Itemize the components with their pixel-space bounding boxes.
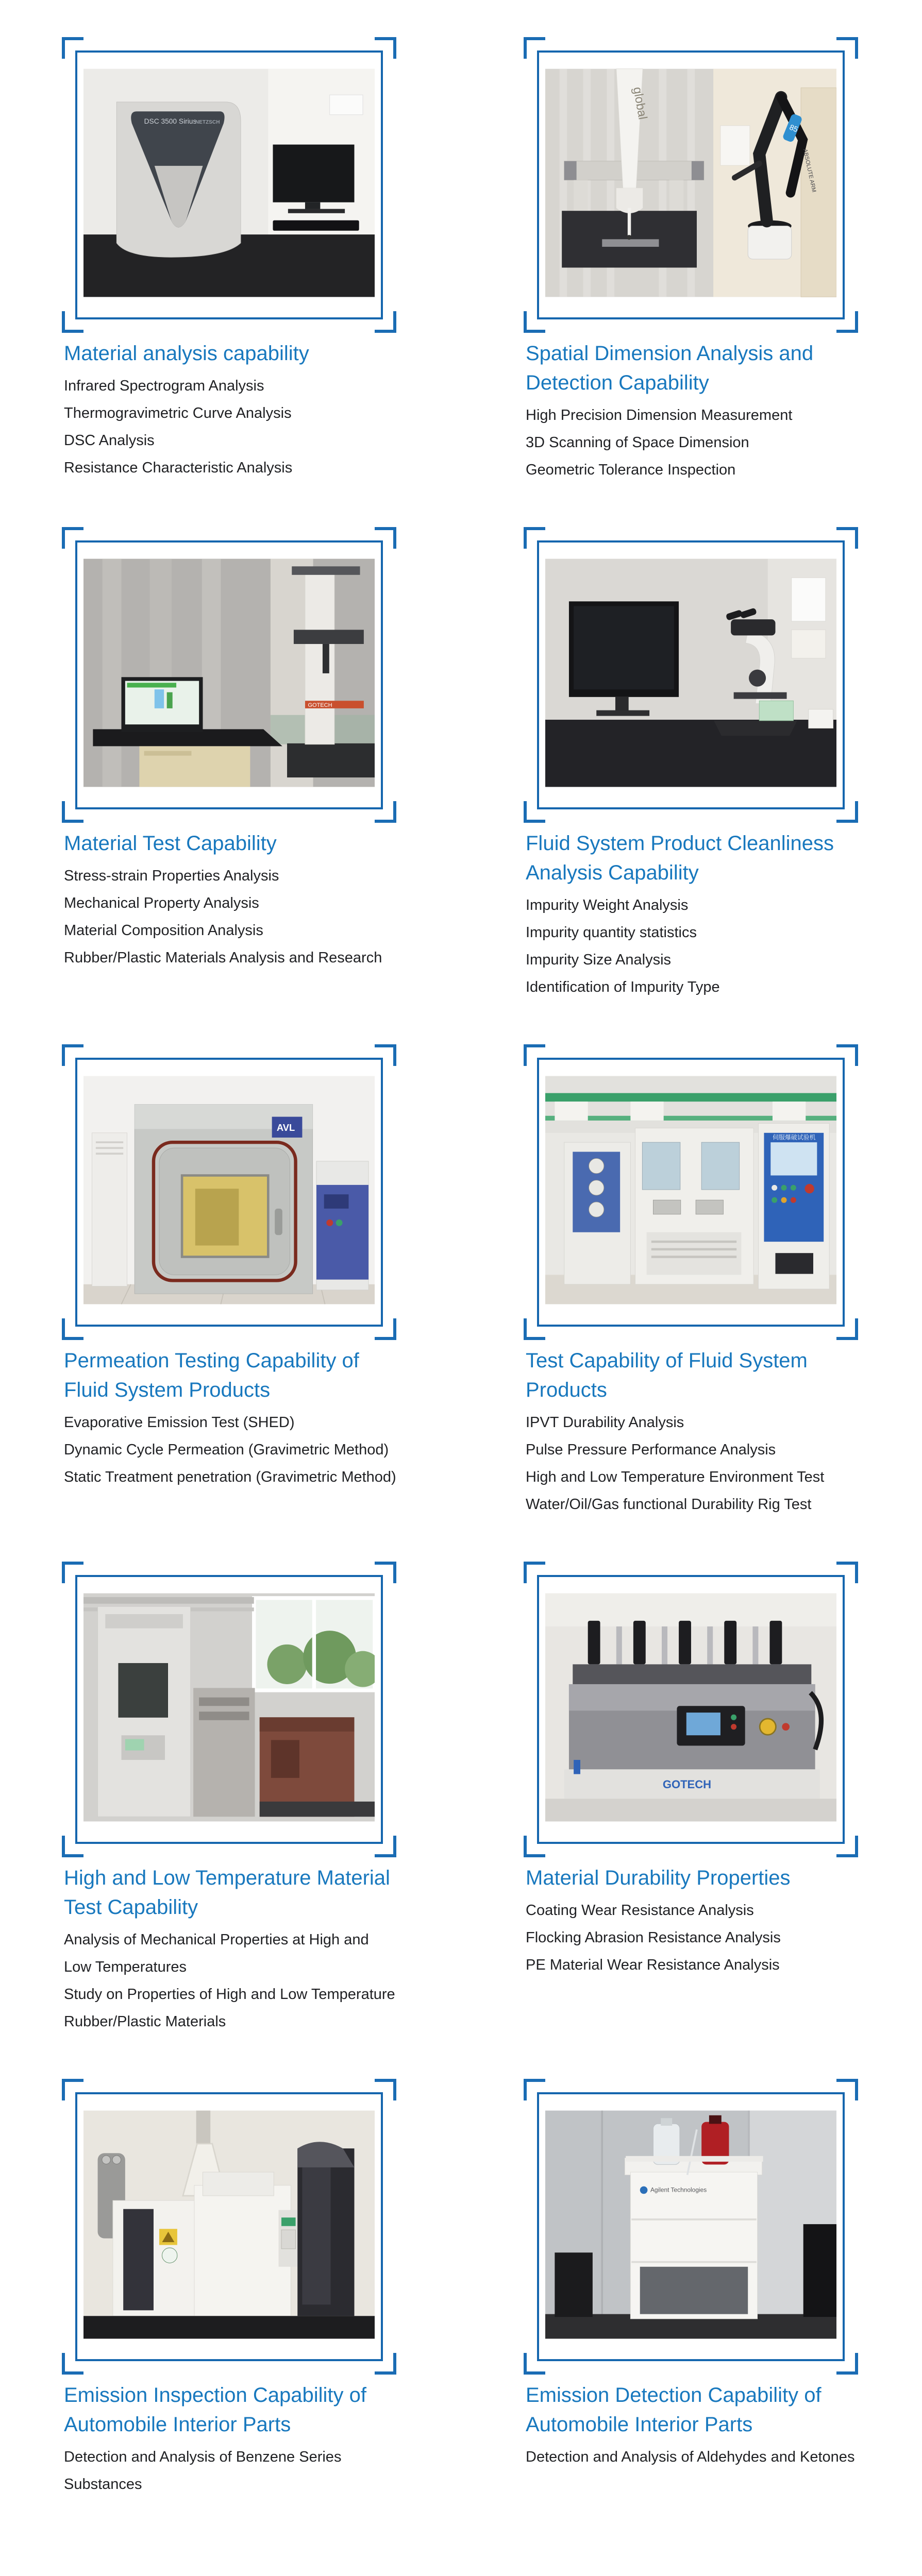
corner-bracket-icon (836, 1836, 858, 1857)
gcms-instrument-photo (83, 2100, 375, 2349)
brand-label: AVL (276, 1122, 295, 1133)
capability-card-high-low-temp (62, 1562, 402, 2036)
capability-title: Emission Detection Capability of Automobile Interior Parts (526, 2384, 822, 2436)
corner-bracket-icon (62, 801, 83, 823)
photo-block (62, 37, 396, 333)
corner-bracket-icon (524, 2079, 545, 2100)
device-label: 伺服爆破试验机 (772, 1133, 816, 1141)
capability-item: Mechanical Property Analysis (64, 895, 259, 911)
capability-card-fluid-test (524, 1044, 864, 1518)
capability-item: Detection and Analysis of Aldehydes and Ketones (526, 2449, 855, 2465)
tensile-testing-machine-photo (83, 549, 375, 797)
capability-card-emission-inspection (62, 2079, 402, 2498)
corner-bracket-icon (375, 1318, 396, 1340)
capability-item: IPVT Durability Analysis (526, 1414, 684, 1431)
capability-item: Water/Oil/Gas functional Durability Rig Test (526, 1496, 812, 1513)
photo-frame (537, 2092, 845, 2361)
corner-bracket-icon (524, 527, 545, 549)
capability-title: Material analysis capability (64, 342, 309, 365)
corner-bracket-icon (375, 527, 396, 549)
capability-item: 3D Scanning of Space Dimension (526, 434, 749, 451)
capability-item: Pulse Pressure Performance Analysis (526, 1442, 776, 1458)
photo-frame (537, 1575, 845, 1844)
photo-frame (537, 50, 845, 319)
capability-item: Impurity quantity statistics (526, 924, 697, 941)
capability-item: Impurity Weight Analysis (526, 897, 689, 913)
capability-item: Dynamic Cycle Permeation (Gravimetric Method) (64, 1442, 389, 1458)
corner-bracket-icon (375, 2079, 396, 2100)
hplc-instrument-photo (545, 2100, 836, 2349)
capability-item: Analysis of Mechanical Properties at High and Low Temperatures (64, 1931, 369, 1975)
corner-bracket-icon (836, 1562, 858, 1583)
corner-bracket-icon (375, 1562, 396, 1583)
capability-card-material-analysis (62, 37, 402, 482)
corner-bracket-icon (836, 2353, 858, 2375)
device-label: 85 (788, 123, 799, 134)
photo-block (524, 1562, 858, 1857)
photo-frame (75, 1575, 383, 1844)
photo-frame (537, 540, 845, 809)
photo-frame (75, 50, 383, 319)
abrasion-tester-photo (545, 1583, 836, 1832)
corner-bracket-icon (62, 1836, 83, 1857)
brand-label: Agilent Technologies (650, 2186, 707, 2194)
corner-bracket-icon (62, 37, 83, 59)
capability-item: DSC Analysis (64, 432, 155, 449)
corner-bracket-icon (524, 1562, 545, 1583)
corner-bracket-icon (836, 1044, 858, 1066)
capability-title: Spatial Dimension Analysis and Detection Capability (526, 342, 814, 394)
corner-bracket-icon (524, 37, 545, 59)
capability-card-material-test (62, 527, 402, 972)
capability-item: High Precision Dimension Measurement (526, 407, 793, 423)
device-label: DSC 3500 Sirius (144, 117, 197, 126)
corner-bracket-icon (836, 311, 858, 333)
capability-card-emission-detection (524, 2079, 864, 2471)
corner-bracket-icon (62, 2079, 83, 2100)
capability-title: High and Low Temperature Material Test Capability (64, 1867, 390, 1919)
photo-block (62, 527, 396, 823)
corner-bracket-icon (62, 527, 83, 549)
capability-card-permeation (62, 1044, 402, 1491)
capability-grid (62, 37, 922, 2541)
corner-bracket-icon (524, 1318, 545, 1340)
photo-block (524, 2079, 858, 2375)
corner-bracket-icon (375, 311, 396, 333)
corner-bracket-icon (524, 801, 545, 823)
photo-block (62, 2079, 396, 2375)
capability-item: Thermogravimetric Curve Analysis (64, 405, 292, 421)
high-low-temperature-chamber-photo (83, 1583, 375, 1832)
corner-bracket-icon (62, 1562, 83, 1583)
dsc-analyzer-workstation-photo (83, 59, 375, 307)
corner-bracket-icon (836, 37, 858, 59)
photo-block (524, 527, 858, 823)
corner-bracket-icon (375, 37, 396, 59)
corner-bracket-icon (375, 1044, 396, 1066)
corner-bracket-icon (836, 2079, 858, 2100)
capability-item: PE Material Wear Resistance Analysis (526, 1957, 780, 1973)
capability-title: Material Durability Properties (526, 1867, 791, 1889)
corner-bracket-icon (836, 1318, 858, 1340)
corner-bracket-icon (375, 801, 396, 823)
microscope-workstation-photo (545, 549, 836, 797)
brand-label: global (630, 86, 650, 121)
capability-title: Test Capability of Fluid System Products (526, 1349, 808, 1401)
corner-bracket-icon (836, 801, 858, 823)
corner-bracket-icon (524, 2353, 545, 2375)
corner-bracket-icon (524, 1044, 545, 1066)
shed-environmental-chamber-photo (83, 1066, 375, 1314)
capability-item: Geometric Tolerance Inspection (526, 462, 736, 478)
capability-item: Stress-strain Properties Analysis (64, 868, 279, 884)
capability-item: Identification of Impurity Type (526, 979, 720, 995)
capability-card-fluid-cleanliness (524, 527, 864, 1001)
capability-item: Study on Properties of High and Low Temperature Rubber/Plastic Materials (64, 1986, 395, 2030)
photo-frame (75, 540, 383, 809)
corner-bracket-icon (375, 2353, 396, 2375)
capability-item: Static Treatment penetration (Gravimetric Method) (64, 1469, 396, 1485)
capability-title: Permeation Testing Capability of Fluid System Products (64, 1349, 359, 1401)
corner-bracket-icon (62, 2353, 83, 2375)
capability-item: Evaporative Emission Test (SHED) (64, 1414, 295, 1431)
corner-bracket-icon (62, 311, 83, 333)
cmm-and-measuring-arm-photo (545, 59, 836, 307)
capability-item: Flocking Abrasion Resistance Analysis (526, 1929, 781, 1946)
photo-block (524, 1044, 858, 1340)
device-label: ABSOLUTE ARM (801, 148, 817, 193)
corner-bracket-icon (62, 1318, 83, 1340)
capability-item: Infrared Spectrogram Analysis (64, 378, 264, 394)
photo-frame (75, 2092, 383, 2361)
corner-bracket-icon (62, 1044, 83, 1066)
corner-bracket-icon (524, 1836, 545, 1857)
photo-frame (75, 1058, 383, 1327)
capability-card-durability (524, 1562, 864, 1979)
capability-item: High and Low Temperature Environment Test (526, 1469, 825, 1485)
corner-bracket-icon (524, 311, 545, 333)
capability-item: Impurity Size Analysis (526, 952, 672, 968)
capability-title: Fluid System Product Cleanliness Analysis Capability (526, 832, 834, 884)
brand-label: GOTECH (662, 1778, 712, 1791)
capability-item: Coating Wear Resistance Analysis (526, 1902, 754, 1919)
capability-title: Emission Inspection Capability of Automobile Interior Parts (64, 2384, 366, 2436)
capability-title: Material Test Capability (64, 832, 277, 855)
brand-label: GOTECH (308, 702, 332, 709)
capability-item: Material Composition Analysis (64, 922, 263, 939)
capability-item: Resistance Characteristic Analysis (64, 460, 293, 476)
corner-bracket-icon (375, 1836, 396, 1857)
photo-block (62, 1044, 396, 1340)
photo-block (524, 37, 858, 333)
capability-item: Rubber/Plastic Materials Analysis and Research (64, 950, 382, 966)
photo-frame (537, 1058, 845, 1327)
fluid-test-bench-photo (545, 1066, 836, 1314)
capability-card-spatial-dimension (524, 37, 864, 484)
photo-block (62, 1562, 396, 1857)
capability-item: Detection and Analysis of Benzene Series Substances (64, 2449, 342, 2493)
brand-label: NETZSCH (195, 120, 220, 126)
corner-bracket-icon (836, 527, 858, 549)
